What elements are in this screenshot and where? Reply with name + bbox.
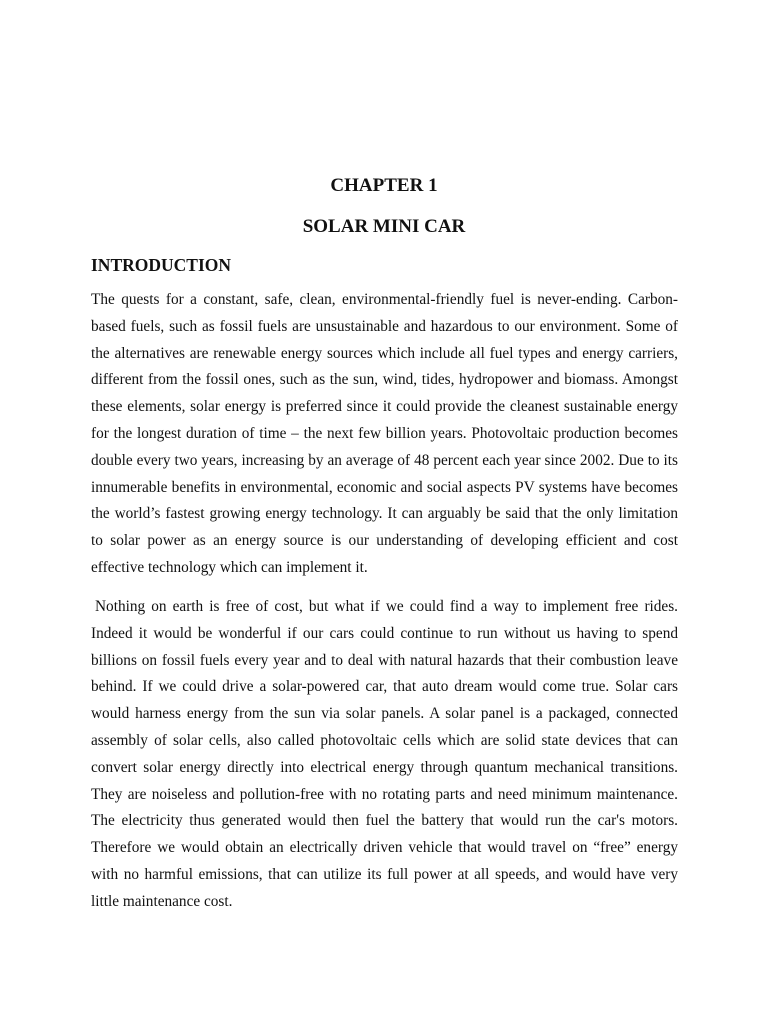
paragraph-2: Nothing on earth is free of cost, but what if we could find a way to implement free rides. Indeed it would be wonderful if our cars could continue to run without us having to spend billions on fossil fuels every year and to deal with natural hazards that their combustion leave behind. If we could drive a solar-powered car, that auto dream would come true. Solar cars would harness energy from the sun via solar panels. A solar panel is a packaged, connected assembly of solar cells, also called photovoltaic cells which are solid state devices that can convert solar energy directly into electrical energy through quantum mechanical transitions. They are noiseless and pollution-free with no rotating parts and need minimum maintenance. The electricity thus generated would then fuel the battery that would run the car's motors. Therefore we would obtain an electrically driven vehicle that would travel on “free” energy with no harmful emissions, that can utilize its full power at all speeds, and would have very little maintenance cost. — [91, 598, 678, 910]
chapter-title: SOLAR MINI CAR — [302, 216, 466, 237]
chapter-number: CHAPTER 1 — [330, 175, 438, 196]
section-heading-introduction: INTRODUCTION — [91, 255, 232, 275]
paragraph-1: The quests for a constant, safe, clean, environmental-friendly fuel is never-ending. Carbon-based fuels, such as fossil fuels are unsustainable and hazardous to our environment. Some of the alternatives are renewable energy sources which include all fuel types and energy carriers, different from the fossil ones, such as the sun, wind, tides, hydropower and biomass. Amongst these elements, solar energy is preferred since it could provide the cleanest sustainable energy for the longest duration of time – the next few billion years. Photovoltaic production becomes double every two years, increasing by an average of 48 percent each year since 2002. Due to its innumerable benefits in environmental, economic and social aspects PV systems have becomes the world’s fastest growing energy technology. It can arguably be said that the only limitation to solar power as an energy source is our understanding of developing efficient and cost effective technology which can implement it. — [91, 291, 678, 576]
